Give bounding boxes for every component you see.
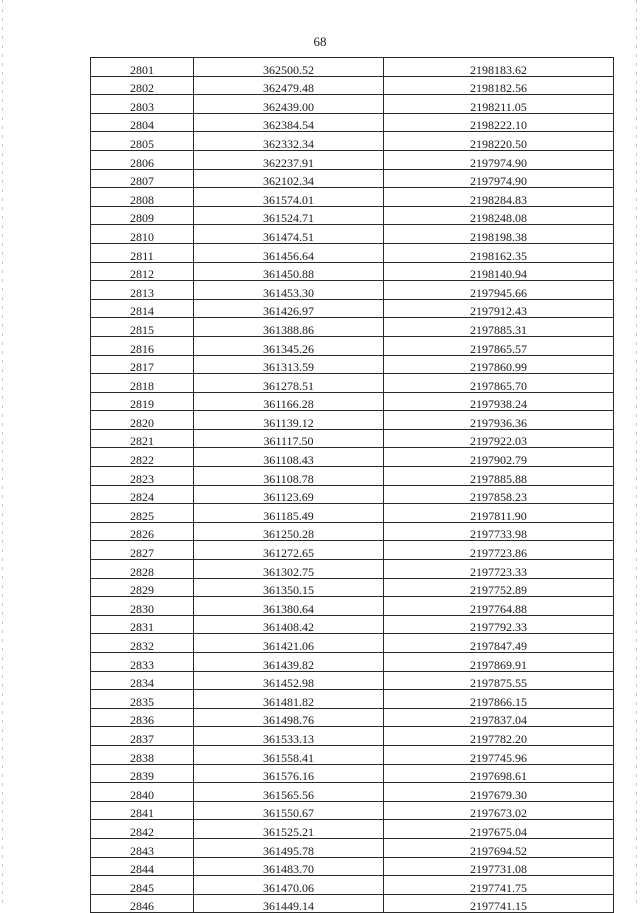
table-row <box>91 708 614 727</box>
x-coordinate-cell: 361453.30 <box>194 281 384 300</box>
table-row <box>91 169 614 188</box>
point-number-cell: 2837 <box>91 727 194 746</box>
y-coordinate-cell: 2197865.57 <box>384 336 614 355</box>
x-coordinate-cell: 361525.21 <box>194 820 384 839</box>
x-coordinate-cell: 361470.06 <box>194 876 384 895</box>
table-row <box>91 801 614 820</box>
y-coordinate-cell: 2197974.90 <box>384 150 614 169</box>
x-coordinate-cell: 361350.15 <box>194 578 384 597</box>
table-row <box>91 745 614 764</box>
point-number-cell: 2808 <box>91 188 194 207</box>
table-row <box>91 541 614 560</box>
x-coordinate-cell: 361565.56 <box>194 783 384 802</box>
point-number-cell: 2820 <box>91 411 194 430</box>
table-row <box>91 355 614 374</box>
table-row <box>91 132 614 151</box>
point-number-cell: 2833 <box>91 653 194 672</box>
y-coordinate-cell: 2198222.10 <box>384 113 614 132</box>
point-number-cell: 2838 <box>91 745 194 764</box>
x-coordinate-cell: 361558.41 <box>194 745 384 764</box>
point-number-cell: 2814 <box>91 299 194 318</box>
y-coordinate-cell: 2197733.98 <box>384 522 614 541</box>
table-row <box>91 504 614 523</box>
y-coordinate-cell: 2198248.08 <box>384 206 614 225</box>
x-coordinate-cell: 362439.00 <box>194 95 384 114</box>
point-number-cell: 2815 <box>91 318 194 337</box>
y-coordinate-cell: 2197811.90 <box>384 504 614 523</box>
y-coordinate-cell: 2197936.36 <box>384 411 614 430</box>
x-coordinate-cell: 362384.54 <box>194 113 384 132</box>
table-row <box>91 336 614 355</box>
x-coordinate-cell: 361474.51 <box>194 225 384 244</box>
y-coordinate-cell: 2197869.91 <box>384 653 614 672</box>
y-coordinate-cell: 2197866.15 <box>384 690 614 709</box>
x-coordinate-cell: 361185.49 <box>194 504 384 523</box>
x-coordinate-cell: 362102.34 <box>194 169 384 188</box>
table-row <box>91 597 614 616</box>
table-row <box>91 485 614 504</box>
point-number-cell: 2806 <box>91 150 194 169</box>
point-number-cell: 2846 <box>91 894 194 913</box>
point-number-cell: 2831 <box>91 615 194 634</box>
y-coordinate-cell: 2197698.61 <box>384 764 614 783</box>
table-row <box>91 299 614 318</box>
y-coordinate-cell: 2198284.83 <box>384 188 614 207</box>
y-coordinate-cell: 2197745.96 <box>384 745 614 764</box>
x-coordinate-cell: 362500.52 <box>194 58 384 77</box>
y-coordinate-cell: 2197764.88 <box>384 597 614 616</box>
x-coordinate-cell: 361533.13 <box>194 727 384 746</box>
y-coordinate-cell: 2197731.08 <box>384 857 614 876</box>
table-row <box>91 671 614 690</box>
x-coordinate-cell: 361576.16 <box>194 764 384 783</box>
x-coordinate-cell: 361483.70 <box>194 857 384 876</box>
table-row <box>91 113 614 132</box>
table-row <box>91 95 614 114</box>
x-coordinate-cell: 361439.82 <box>194 653 384 672</box>
point-number-cell: 2841 <box>91 801 194 820</box>
scan-edge-right <box>636 0 637 905</box>
x-coordinate-cell: 361108.78 <box>194 467 384 486</box>
y-coordinate-cell: 2197782.20 <box>384 727 614 746</box>
point-number-cell: 2836 <box>91 708 194 727</box>
point-number-cell: 2822 <box>91 448 194 467</box>
point-number-cell: 2825 <box>91 504 194 523</box>
y-coordinate-cell: 2198162.35 <box>384 243 614 262</box>
table-row <box>91 262 614 281</box>
y-coordinate-cell: 2197875.55 <box>384 671 614 690</box>
x-coordinate-cell: 361117.50 <box>194 429 384 448</box>
x-coordinate-cell: 361456.64 <box>194 243 384 262</box>
table-row <box>91 838 614 857</box>
x-coordinate-cell: 361524.71 <box>194 206 384 225</box>
x-coordinate-cell: 361345.26 <box>194 336 384 355</box>
y-coordinate-cell: 2197858.23 <box>384 485 614 504</box>
table-row <box>91 820 614 839</box>
table-row <box>91 225 614 244</box>
coordinate-table <box>90 57 614 913</box>
point-number-cell: 2818 <box>91 374 194 393</box>
table-row <box>91 690 614 709</box>
point-number-cell: 2809 <box>91 206 194 225</box>
y-coordinate-cell: 2197865.70 <box>384 374 614 393</box>
x-coordinate-cell: 361452.98 <box>194 671 384 690</box>
point-number-cell: 2827 <box>91 541 194 560</box>
point-number-cell: 2819 <box>91 392 194 411</box>
point-number-cell: 2803 <box>91 95 194 114</box>
y-coordinate-cell: 2197938.24 <box>384 392 614 411</box>
table-row <box>91 76 614 95</box>
x-coordinate-cell: 361450.88 <box>194 262 384 281</box>
y-coordinate-cell: 2197679.30 <box>384 783 614 802</box>
table-row <box>91 206 614 225</box>
y-coordinate-cell: 2197752.89 <box>384 578 614 597</box>
x-coordinate-cell: 361495.78 <box>194 838 384 857</box>
table-row <box>91 894 614 913</box>
table-row <box>91 374 614 393</box>
y-coordinate-cell: 2198183.62 <box>384 58 614 77</box>
point-number-cell: 2832 <box>91 634 194 653</box>
y-coordinate-cell: 2197673.02 <box>384 801 614 820</box>
y-coordinate-cell: 2197792.33 <box>384 615 614 634</box>
point-number-cell: 2839 <box>91 764 194 783</box>
x-coordinate-cell: 361123.69 <box>194 485 384 504</box>
point-number-cell: 2842 <box>91 820 194 839</box>
x-coordinate-cell: 362479.48 <box>194 76 384 95</box>
y-coordinate-cell: 2197723.33 <box>384 560 614 579</box>
x-coordinate-cell: 361388.86 <box>194 318 384 337</box>
y-coordinate-cell: 2197741.75 <box>384 876 614 895</box>
x-coordinate-cell: 362237.91 <box>194 150 384 169</box>
coordinate-table-body <box>91 58 614 913</box>
y-coordinate-cell: 2197860.99 <box>384 355 614 374</box>
y-coordinate-cell: 2197945.66 <box>384 281 614 300</box>
table-row <box>91 764 614 783</box>
point-number-cell: 2835 <box>91 690 194 709</box>
table-row <box>91 522 614 541</box>
point-number-cell: 2816 <box>91 336 194 355</box>
point-number-cell: 2834 <box>91 671 194 690</box>
x-coordinate-cell: 361481.82 <box>194 690 384 709</box>
table-row <box>91 653 614 672</box>
table-row <box>91 615 614 634</box>
y-coordinate-cell: 2197922.03 <box>384 429 614 448</box>
point-number-cell: 2821 <box>91 429 194 448</box>
table-row <box>91 727 614 746</box>
page-number: 68 <box>313 34 327 49</box>
x-coordinate-cell: 361498.76 <box>194 708 384 727</box>
point-number-cell: 2813 <box>91 281 194 300</box>
x-coordinate-cell: 361313.59 <box>194 355 384 374</box>
y-coordinate-cell: 2197741.15 <box>384 894 614 913</box>
point-number-cell: 2807 <box>91 169 194 188</box>
point-number-cell: 2840 <box>91 783 194 802</box>
y-coordinate-cell: 2198182.56 <box>384 76 614 95</box>
y-coordinate-cell: 2197837.04 <box>384 708 614 727</box>
y-coordinate-cell: 2197974.90 <box>384 169 614 188</box>
y-coordinate-cell: 2197847.49 <box>384 634 614 653</box>
point-number-cell: 2801 <box>91 58 194 77</box>
point-number-cell: 2844 <box>91 857 194 876</box>
x-coordinate-cell: 361421.06 <box>194 634 384 653</box>
table-row <box>91 58 614 77</box>
x-coordinate-cell: 361380.64 <box>194 597 384 616</box>
table-row <box>91 243 614 262</box>
table-row <box>91 560 614 579</box>
y-coordinate-cell: 2197885.88 <box>384 467 614 486</box>
point-number-cell: 2830 <box>91 597 194 616</box>
point-number-cell: 2802 <box>91 76 194 95</box>
point-number-cell: 2845 <box>91 876 194 895</box>
y-coordinate-cell: 2197694.52 <box>384 838 614 857</box>
point-number-cell: 2811 <box>91 243 194 262</box>
point-number-cell: 2817 <box>91 355 194 374</box>
table-row <box>91 783 614 802</box>
y-coordinate-cell: 2198140.94 <box>384 262 614 281</box>
y-coordinate-cell: 2198220.50 <box>384 132 614 151</box>
table-row <box>91 281 614 300</box>
point-number-cell: 2810 <box>91 225 194 244</box>
point-number-cell: 2843 <box>91 838 194 857</box>
x-coordinate-cell: 361166.28 <box>194 392 384 411</box>
point-number-cell: 2829 <box>91 578 194 597</box>
table-row <box>91 857 614 876</box>
table-row <box>91 876 614 895</box>
point-number-cell: 2804 <box>91 113 194 132</box>
x-coordinate-cell: 361574.01 <box>194 188 384 207</box>
y-coordinate-cell: 2197675.04 <box>384 820 614 839</box>
y-coordinate-cell: 2197902.79 <box>384 448 614 467</box>
scan-edge-left <box>2 0 3 905</box>
x-coordinate-cell: 361449.14 <box>194 894 384 913</box>
point-number-cell: 2823 <box>91 467 194 486</box>
y-coordinate-cell: 2198211.05 <box>384 95 614 114</box>
table-row <box>91 578 614 597</box>
point-number-cell: 2828 <box>91 560 194 579</box>
x-coordinate-cell: 361272.65 <box>194 541 384 560</box>
table-row <box>91 448 614 467</box>
y-coordinate-cell: 2197723.86 <box>384 541 614 560</box>
table-row <box>91 467 614 486</box>
table-row <box>91 318 614 337</box>
point-number-cell: 2812 <box>91 262 194 281</box>
y-coordinate-cell: 2198198.38 <box>384 225 614 244</box>
table-row <box>91 411 614 430</box>
x-coordinate-cell: 361550.67 <box>194 801 384 820</box>
x-coordinate-cell: 361408.42 <box>194 615 384 634</box>
table-row <box>91 392 614 411</box>
x-coordinate-cell: 361426.97 <box>194 299 384 318</box>
y-coordinate-cell: 2197912.43 <box>384 299 614 318</box>
table-row <box>91 188 614 207</box>
table-row <box>91 429 614 448</box>
x-coordinate-cell: 361108.43 <box>194 448 384 467</box>
x-coordinate-cell: 361250.28 <box>194 522 384 541</box>
x-coordinate-cell: 361302.75 <box>194 560 384 579</box>
table-row <box>91 150 614 169</box>
point-number-cell: 2824 <box>91 485 194 504</box>
x-coordinate-cell: 362332.34 <box>194 132 384 151</box>
y-coordinate-cell: 2197885.31 <box>384 318 614 337</box>
point-number-cell: 2826 <box>91 522 194 541</box>
x-coordinate-cell: 361278.51 <box>194 374 384 393</box>
x-coordinate-cell: 361139.12 <box>194 411 384 430</box>
point-number-cell: 2805 <box>91 132 194 151</box>
table-row <box>91 634 614 653</box>
